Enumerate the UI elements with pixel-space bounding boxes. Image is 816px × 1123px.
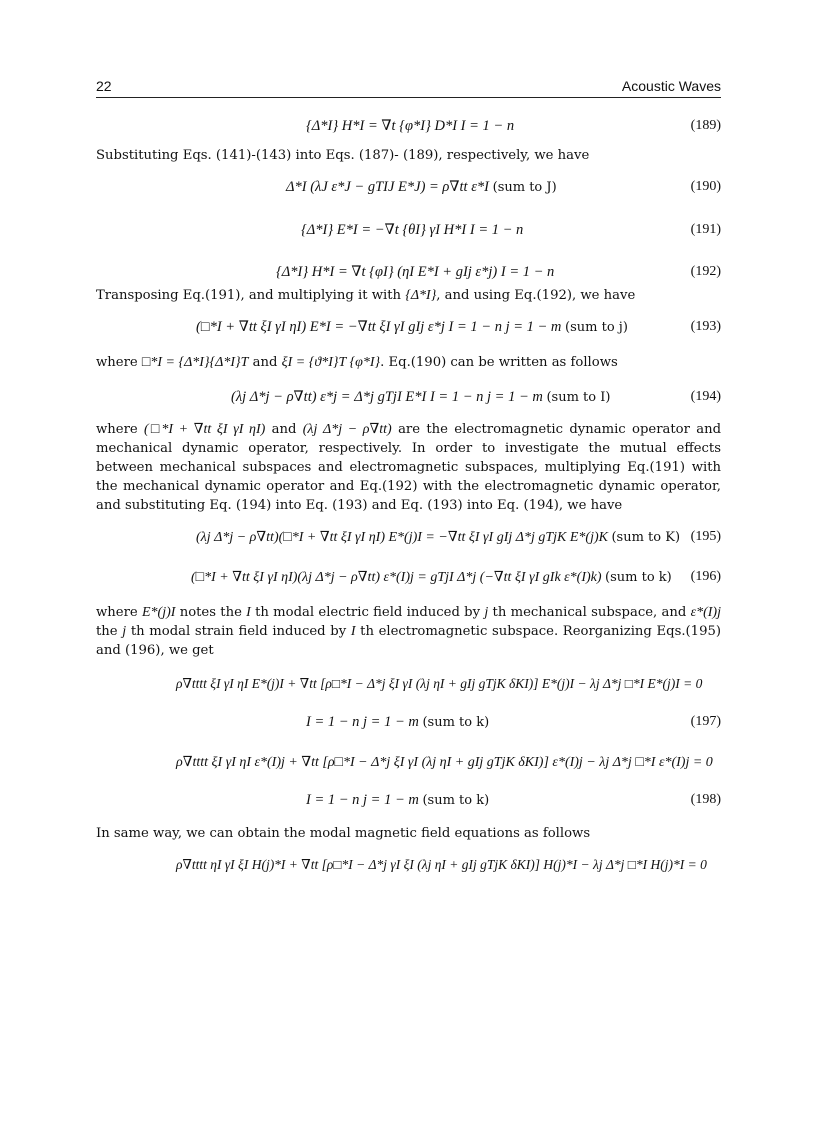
equation-193-number: (193) xyxy=(690,319,721,334)
equation-195-expr: (λj Δ*j − ρ∇tt)(□*I + ∇tt ξI γI ηI) E*(j)I = −∇tt ξI γI gIj Δ*j gTjK E*(j)K xyxy=(196,530,608,545)
equation-198-range: I = 1 − n j = 1 − m xyxy=(306,792,419,808)
equation-194 xyxy=(96,389,721,411)
equation-189 xyxy=(96,118,721,140)
paragraph-where-box-operator: where □*I = {Δ*I}{Δ*I}T and ξI = {ϑ*I}T {φ*I}. Eq.(190) can be written as follows xyxy=(96,355,618,370)
equation-197-note: (sum to k) xyxy=(422,715,490,730)
equation-199-expr: ρ∇tttt ηI γI ξI H(j)*I + ∇tt [ρ□*I − Δ*j γI ξI (λj ηI + gIj gTjK δKI)] H(j)*I − λj Δ*j □*I H(j)*I = 0 xyxy=(176,857,707,872)
equation-195-number: (195) xyxy=(690,529,721,544)
equation-191-expr: {Δ*I} E*I = −∇t {θI} γI H*I I = 1 − n xyxy=(301,222,524,238)
paragraph-transposing: Transposing Eq.(191), and multiplying it with {Δ*I}, and using Eq.(192), we have xyxy=(96,288,636,303)
equation-198-main xyxy=(96,754,721,776)
equation-190-number: (190) xyxy=(690,179,721,194)
equation-192 xyxy=(96,264,721,286)
equation-190 xyxy=(96,179,721,201)
box-operator-definition: □*I = {Δ*I}{Δ*I}T xyxy=(141,355,249,370)
equation-194-note: (sum to I) xyxy=(546,390,611,405)
equation-198-expr: ρ∇tttt ξI γI ηI ε*(I)j + ∇tt [ρ□*I − Δ*j ξI γI (λj ηI + gIj gTjK δKI)] ε*(I)j − λj Δ*j □*I ε*(I)j = 0 xyxy=(176,755,713,770)
running-title: Acoustic Waves xyxy=(621,78,721,94)
equation-196-number: (196) xyxy=(690,569,721,584)
paragraph-notes: where E*(j)I notes the I th modal electric field induced by j th mechanical subspace, and ε*(I)j the j th modal strain field induced by I th electromagnetic subspace. Reorganizing Eqs.(195) and (196), we get xyxy=(96,605,722,658)
equation-192-number: (192) xyxy=(690,264,721,279)
equation-191-number: (191) xyxy=(690,222,721,237)
equation-196-expr: (□*I + ∇tt ξI γI ηI)(λj Δ*j − ρ∇tt) ε*(I)j = gTjI Δ*j (−∇tt ξI γI gIk ε*(I)k) xyxy=(191,570,602,585)
mechanical-operator: (λj Δ*j − ρ∇tt) xyxy=(302,422,392,437)
equation-198-note: (sum to k) xyxy=(422,793,490,808)
equation-195 xyxy=(96,529,721,551)
equation-193-expr: (□*I + ∇tt ξI γI ηI) E*I = −∇tt ξI γI gIj ε*j I = 1 − n j = 1 − m xyxy=(196,319,562,335)
paragraph-substituting: Substituting Eqs. (141)-(143) into Eqs. (187)- (189), respectively, we have xyxy=(96,148,590,163)
equation-196 xyxy=(96,569,721,591)
equation-192-expr: {Δ*I} H*I = ∇t {φI} (ηI E*I + gIj ε*j) I = 1 − n xyxy=(276,264,555,280)
paragraph-in-same-way: In same way, we can obtain the modal magnetic field equations as follows xyxy=(96,826,591,841)
equation-197-expr: ρ∇tttt ξI γI ηI E*(j)I + ∇tt [ρ□*I − Δ*j ξI γI (λj ηI + gIj gTjK δKI)] E*(j)I − λj Δ*j □*I E*(j)I = 0 xyxy=(176,676,703,691)
equation-193 xyxy=(96,319,721,341)
equation-196-note: (sum to k) xyxy=(605,570,672,585)
equation-195-note: (sum to K) xyxy=(611,530,681,545)
equation-193-note: (sum to j) xyxy=(565,320,628,335)
equation-189-expr: {Δ*I} H*I = ∇t {φ*I} D*I I = 1 − n xyxy=(306,118,515,134)
equation-190-note: (sum to J) xyxy=(492,180,557,195)
equation-198-conditions xyxy=(96,792,721,814)
equation-190-expr: Δ*I (λJ ε*J − gTIJ E*J) = ρ∇tt ε*I xyxy=(286,179,489,195)
equation-194-number: (194) xyxy=(690,389,721,404)
equation-191 xyxy=(96,222,721,244)
xi-definition: ξI = {ϑ*I}T {φ*I} xyxy=(281,355,381,370)
equation-197-range: I = 1 − n j = 1 − m xyxy=(306,714,419,730)
equation-197-main xyxy=(96,676,721,698)
strain-field-symbol: ε*(I)j xyxy=(690,605,721,620)
equation-198-number: (198) xyxy=(690,792,721,807)
equation-194-expr: (λj Δ*j − ρ∇tt) ε*j = Δ*j gTjI E*I I = 1 − n j = 1 − m xyxy=(231,389,543,405)
paragraph-dynamic-operators: where (□*I + ∇tt ξI γI ηI) and (λj Δ*j − ρ∇tt) are the electromagnetic dynamic operator and mechanical dynamic operator, respectively. In order to investigate the mutual effects between mechanical subspaces and electromagnetic subspaces, multiplying Eq.(191) with the mechanical dynamic operator and Eq.(192) with the electromagnetic dynamic operator, and substituting Eq. (194) into Eq. (193) and Eq. (193) into Eq. (194), we have xyxy=(96,422,722,513)
equation-189-number: (189) xyxy=(690,118,721,133)
page-number: 22 xyxy=(96,78,112,94)
equation-199-main xyxy=(96,857,721,879)
delta-star-braces: {Δ*I} xyxy=(405,288,437,303)
equation-197-number: (197) xyxy=(690,714,721,729)
equation-197-conditions xyxy=(96,714,721,736)
electromagnetic-operator: (□*I + ∇tt ξI γI ηI) xyxy=(144,422,266,437)
running-header xyxy=(96,78,721,98)
electric-field-symbol: E*(j)I xyxy=(141,605,176,620)
page xyxy=(96,78,721,879)
